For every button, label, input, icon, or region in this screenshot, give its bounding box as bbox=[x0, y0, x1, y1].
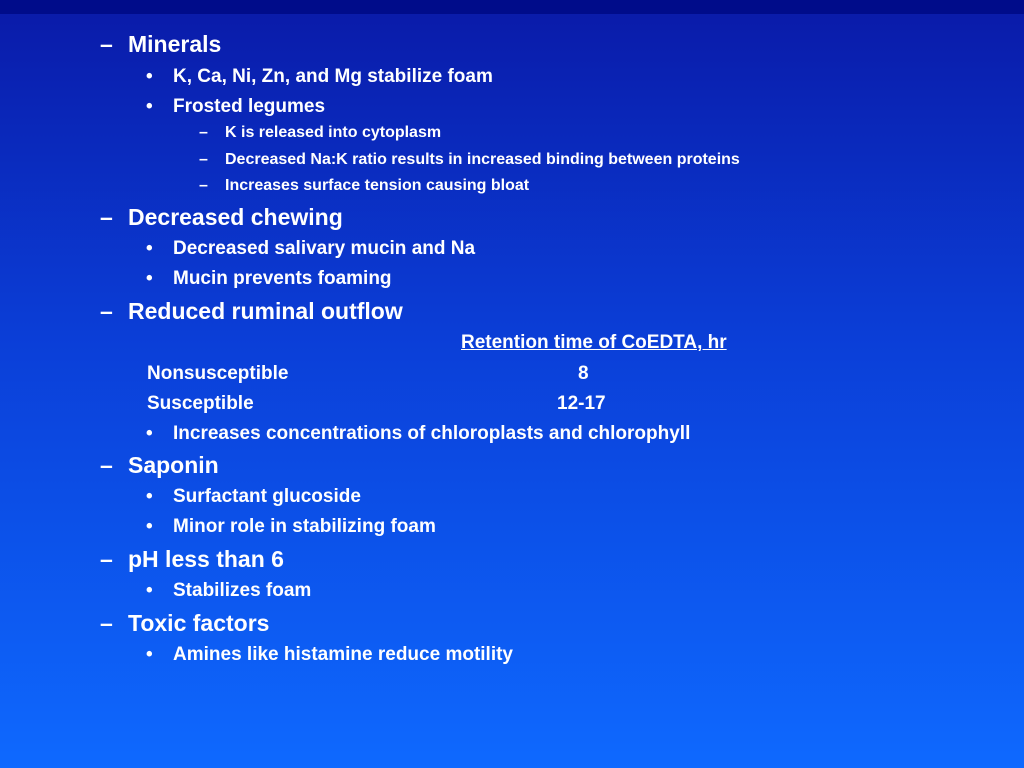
bullet-text: Decreased chewing bbox=[128, 204, 343, 230]
dash-icon: – bbox=[100, 298, 113, 324]
bullet-text: Minor role in stabilizing foam bbox=[173, 516, 436, 537]
dash-icon: – bbox=[100, 204, 113, 230]
table-row-value: 8 bbox=[578, 363, 589, 384]
retention-table-header: Retention time of CoEDTA, hr bbox=[461, 332, 727, 353]
top-bar bbox=[0, 0, 1024, 14]
bullet-dot-icon: • bbox=[146, 580, 153, 601]
bullet-text: Increases concentrations of chloroplasts and chlorophyll bbox=[173, 423, 691, 444]
bullet-dot-icon: • bbox=[146, 66, 153, 87]
bullet-dot-icon: • bbox=[146, 96, 153, 117]
bullet-dot-icon: • bbox=[146, 238, 153, 259]
bullet-dot-icon: • bbox=[146, 516, 153, 537]
bullet-text: Reduced ruminal outflow bbox=[128, 298, 403, 324]
bullet-text: Increases surface tension causing bloat bbox=[225, 177, 530, 194]
bullet-text: Amines like histamine reduce motility bbox=[173, 644, 513, 665]
bullet-text: Frosted legumes bbox=[173, 96, 326, 117]
dash-icon: – bbox=[100, 31, 113, 57]
dash-icon: – bbox=[100, 610, 113, 636]
bullet-text: pH less than 6 bbox=[128, 546, 284, 572]
table-row-value: 12-17 bbox=[557, 393, 606, 414]
bullet-text: Decreased Na:K ratio results in increased binding between proteins bbox=[225, 151, 740, 168]
bullet-dot-icon: • bbox=[146, 644, 153, 665]
table-row-label: Nonsusceptible bbox=[147, 363, 289, 384]
bullet-dot-icon: • bbox=[146, 486, 153, 507]
bullet-text: Mucin prevents foaming bbox=[173, 268, 392, 289]
bullet-text: K is released into cytoplasm bbox=[225, 124, 442, 141]
dash-icon: – bbox=[199, 151, 208, 168]
dash-icon: – bbox=[100, 452, 113, 478]
bullet-text: K, Ca, Ni, Zn, and Mg stabilize foam bbox=[173, 66, 493, 87]
bullet-dot-icon: • bbox=[146, 423, 153, 444]
bullet-text: Saponin bbox=[128, 452, 219, 478]
bullet-text: Surfactant glucoside bbox=[173, 486, 361, 507]
bullet-text: Minerals bbox=[128, 31, 222, 57]
bullet-text: Decreased salivary mucin and Na bbox=[173, 238, 476, 259]
bullet-text: Stabilizes foam bbox=[173, 580, 312, 601]
dash-icon: – bbox=[100, 546, 113, 572]
dash-icon: – bbox=[199, 124, 208, 141]
table-row-label: Susceptible bbox=[147, 393, 254, 414]
bullet-text: Toxic factors bbox=[128, 610, 270, 636]
dash-icon: – bbox=[199, 177, 208, 194]
bullet-dot-icon: • bbox=[146, 268, 153, 289]
